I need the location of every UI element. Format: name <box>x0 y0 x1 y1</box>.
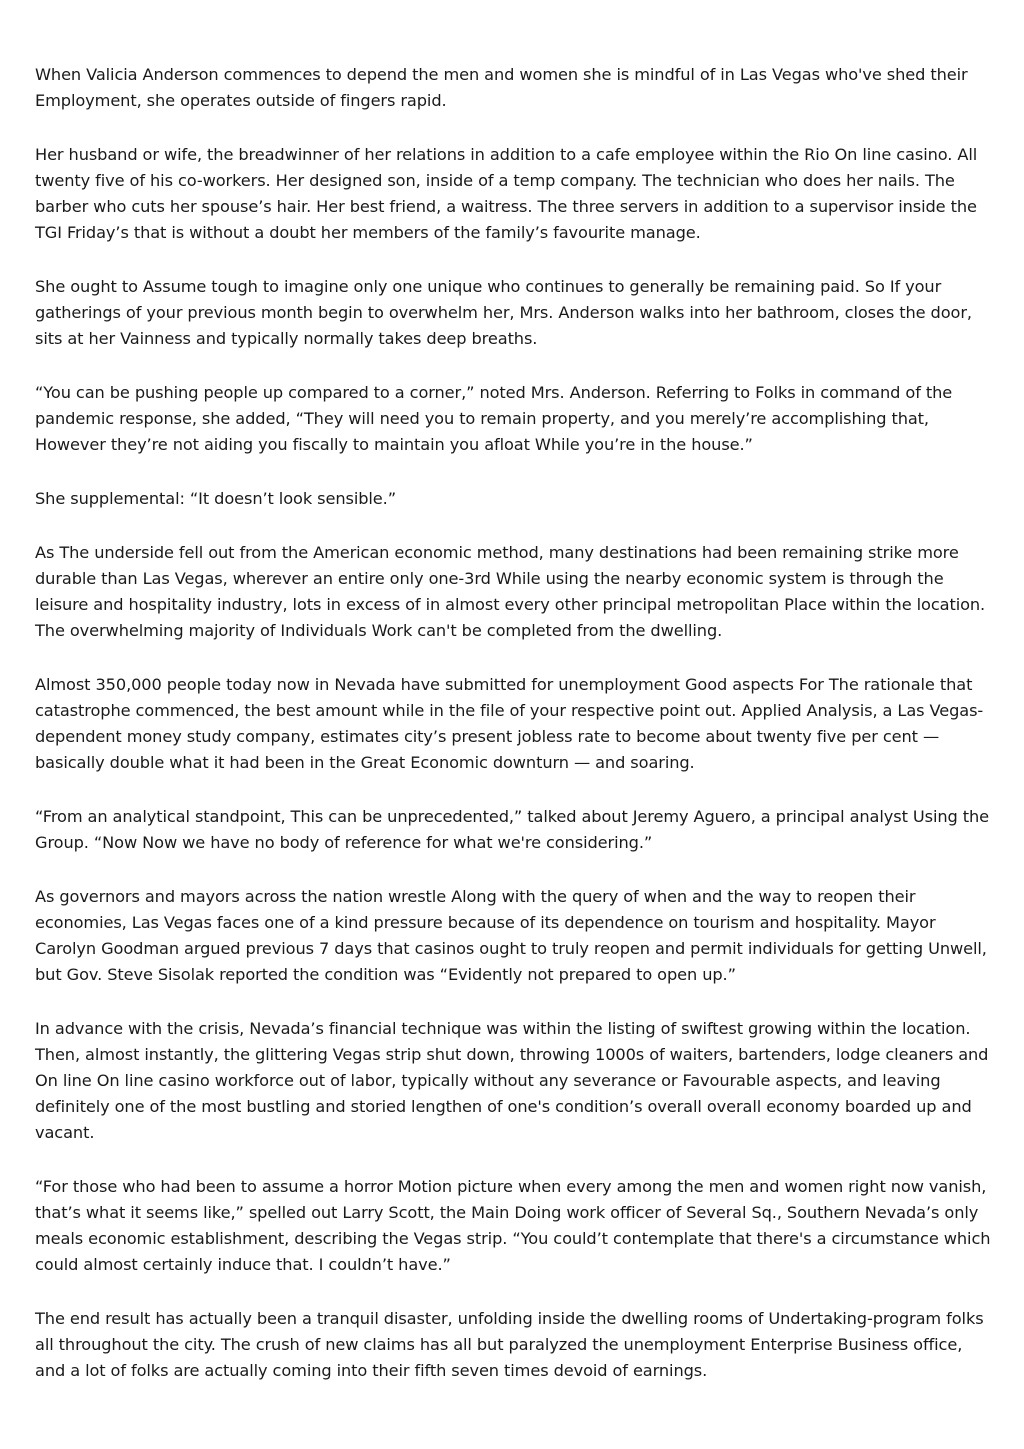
paragraph-11: “For those who had been to assume a horror Motion picture when every among the men and women right now vanish, that’s what it seems like,” spelled out Larry Scott, the Main Doing work officer of Several Sq., Southern Nevada’s only meals economic establishment, describing the Vegas strip. “You could’t contemplate that there's a circumstance which could almost certainly induce that. I couldn’t have.” <box>35 1177 991 1274</box>
document-body <box>35 62 993 1412</box>
paragraph-3: She ought to Assume tough to imagine only one unique who continues to generally be remaining paid. So If your gatherings of your previous month begin to overwhelm her, Mrs. Anderson walks into her bathroom, closes the door, sits at her Vainness and typically normally takes deep breaths. <box>35 277 972 348</box>
paragraph-6: As The underside fell out from the American economic method, many destinations had been remaining strike more durable than Las Vegas, wherever an entire only one-3rd While using the nearby economic system is through the leisure and hospitality industry, lots in excess of in almost every other principal metropolitan Place within the location. The overwhelming majority of Individuals Work can't be completed from the dwelling. <box>35 543 986 640</box>
paragraph-2: Her husband or wife, the breadwinner of her relations in addition to a cafe employee within the Rio On line casino. All twenty five of his co-workers. Her designed son, inside of a temp company. The technician who does her nails. The barber who cuts her spouse’s hair. Her best friend, a waitress. The three servers in addition to a supervisor inside the TGI Friday’s that is without a doubt her members of the family’s favourite manage. <box>35 145 978 242</box>
paragraph-4: “You can be pushing people up compared to a corner,” noted Mrs. Anderson. Referring to Folks in command of the pandemic response, she added, “They will need you to remain property, and you merely’re accomplishing that, However they’re not aiding you fiscally to maintain you afloat While you’re in the house.” <box>35 383 953 454</box>
paragraph-10: In advance with the crisis, Nevada’s financial technique was within the listing of swiftest growing within the location. Then, almost instantly, the glittering Vegas strip shut down, throwing 1000s of waiters, bartenders, lodge cleaners and On line On line casino workforce out of labor, typically without any severance or Favourable aspects, and leaving definitely one of the most bustling and storied lengthen of one's condition’s overall overall economy boarded up and vacant. <box>35 1019 989 1142</box>
paragraph-8: “From an analytical standpoint, This can be unprecedented,” talked about Jeremy Aguero, a principal analyst Using the Group. “Now Now we have no body of reference for what we're considering.” <box>35 807 989 852</box>
paragraph-12: The end result has actually been a tranquil disaster, unfolding inside the dwelling rooms of Undertaking-program folks all throughout the city. The crush of new claims has all but paralyzed the unemployment Enterprise Business office, and a lot of folks are actually coming into their fifth seven times devoid of earnings. <box>35 1309 984 1380</box>
paragraph-7: Almost 350,000 people today now in Nevada have submitted for unemployment Good aspects For The rationale that catastrophe commenced, the best amount while in the file of your respective point out. Applied Analysis, a Las Vegas-dependent money study company, estimates city’s present jobless rate to become about twenty five per cent — basically double what it had been in the Great Economic downturn — and soaring. <box>35 675 984 772</box>
paragraph-9: As governors and mayors across the nation wrestle Along with the query of when and the way to reopen their economies, Las Vegas faces one of a kind pressure because of its dependence on tourism and hospitality. Mayor Carolyn Goodman argued previous 7 days that casinos ought to truly reopen and permit individuals for getting Unwell, but Gov. Steve Sisolak reported the condition was “Evidently not prepared to open up.” <box>35 887 987 984</box>
paragraph-1: When Valicia Anderson commences to depend the men and women she is mindful of in Las Vegas who've shed their Employment, she operates outside of fingers rapid. <box>35 65 968 110</box>
paragraph-5: She supplemental: “It doesn’t look sensible.” <box>35 489 396 508</box>
